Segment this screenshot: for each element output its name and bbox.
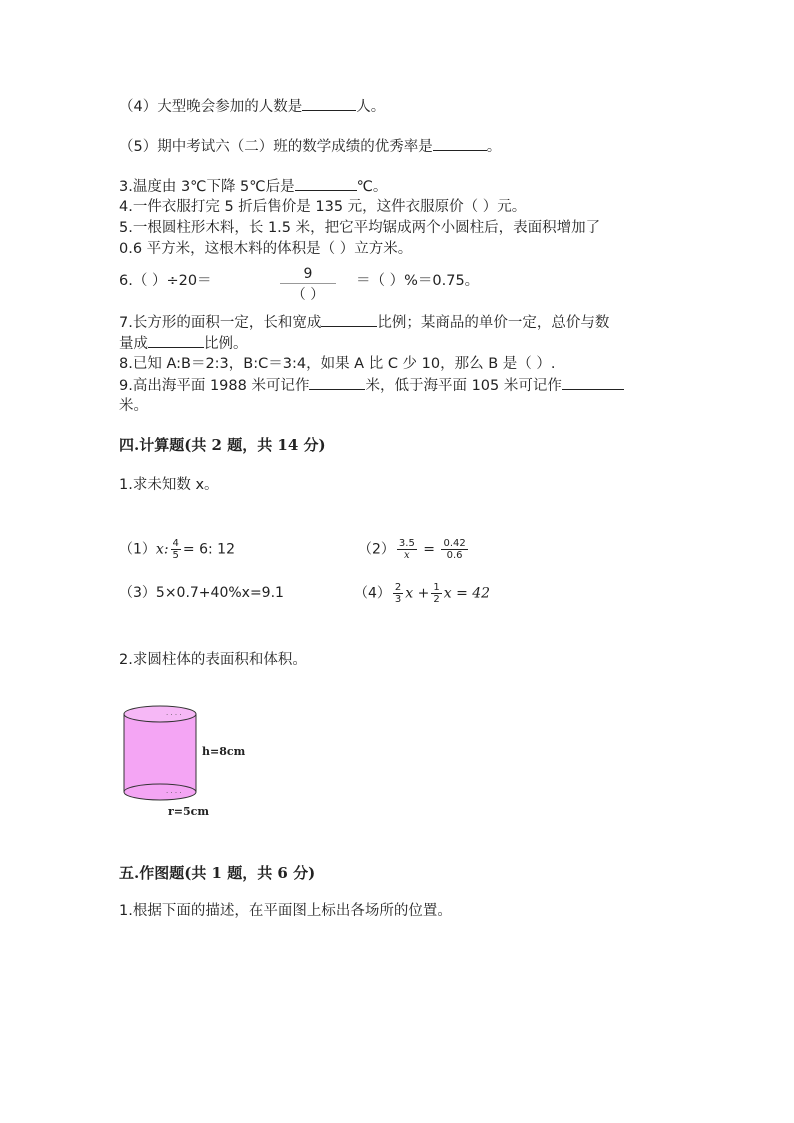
calc-q2-title: 2.求圆柱体的表面积和体积。: [119, 652, 307, 668]
item7-line2: [119, 333, 248, 354]
eq1-label: （1）: [119, 541, 156, 558]
eq4-label: （4）: [354, 585, 391, 602]
eq2-right-fraction: [441, 538, 467, 561]
q4-line: [119, 96, 385, 117]
item9-line2: 米。: [119, 398, 148, 414]
q5-line: [119, 136, 501, 157]
eq2-rden: 0.6: [446, 550, 463, 561]
eq4-fraction-2: [431, 582, 441, 605]
section4-heading: 四.计算题(共 2 题，共 14 分): [119, 436, 326, 454]
item7-text-b: 比例；某商品的单价一定，总价与数: [377, 315, 610, 331]
item6-part2: ＝（ ）%＝0.75。: [356, 273, 480, 289]
item3-suffix: ℃。: [356, 179, 388, 195]
equation-3: （3）5×0.7+40%x=9.1: [119, 585, 284, 601]
cylinder-bottom-dots: · · · ·: [166, 789, 182, 797]
eq4-den1: 3: [394, 594, 402, 605]
item6-fraction: [280, 266, 336, 304]
q4-text: （4）大型晚会参加的人数是: [119, 99, 303, 115]
eq1-frac-num: 4: [172, 538, 179, 549]
item9-blank2[interactable]: [562, 375, 624, 390]
item6-part1: 6.（ ）÷20＝: [119, 273, 212, 289]
item9-text-b: 米，低于海平面 105 米可记作: [365, 378, 562, 394]
eq4-mid: x +: [405, 585, 430, 602]
eq4-end: x = 42: [443, 585, 491, 602]
item3-blank[interactable]: [295, 176, 357, 191]
item5-line1: 5.一根圆柱形木料，长 1.5 米，把它平均锯成两个小圆柱后，表面积增加了: [119, 220, 601, 236]
cylinder-figure: [118, 702, 258, 824]
item6-frac-denominator: （ ）: [291, 287, 325, 303]
eq1-frac-den: 5: [172, 550, 179, 561]
eq1-fraction: [171, 538, 181, 561]
item7-text-c: 量成: [119, 336, 148, 352]
eq1-lhs: x:: [155, 541, 169, 558]
item7-blank2[interactable]: [148, 333, 204, 348]
eq4-num1: 2: [394, 582, 402, 593]
item5-line2: 0.6 平方米，这根木料的体积是（ ）立方米。: [119, 241, 413, 257]
item7-text-d: 比例。: [204, 336, 248, 352]
item3-line: [119, 176, 387, 197]
item8-line: 8.已知 A:B＝2:3，B:C＝3:4，如果 A 比 C 少 10，那么 B 是（ ）.: [119, 356, 556, 372]
calc-q1-title: 1.求未知数 x。: [119, 477, 219, 493]
eq2-lden: x: [404, 550, 410, 561]
eq2-equals: =: [423, 541, 436, 558]
q5-blank[interactable]: [433, 136, 487, 151]
cylinder-radius-label: r=5cm: [168, 805, 210, 818]
equation-1: [119, 538, 235, 561]
draw-q1-title: 1.根据下面的描述，在平面图上标出各场所的位置。: [119, 903, 452, 919]
item7-line1: [119, 312, 609, 333]
cylinder-top-dots: · · · ·: [166, 711, 182, 719]
item3-text: 3.温度由 3℃下降 5℃后是: [119, 179, 295, 195]
cylinder-body: [124, 714, 196, 792]
eq2-left-fraction: [397, 538, 417, 561]
eq2-label: （2）: [358, 541, 395, 558]
item9-text-a: 9.高出海平面 1988 米可记作: [119, 378, 310, 394]
item7-blank1[interactable]: [321, 312, 377, 327]
q5-text: （5）期中考试六（二）班的数学成绩的优秀率是: [119, 139, 433, 155]
item4-line: 4.一件衣服打完 5 折后售价是 135 元，这件衣服原价（ ）元。: [119, 199, 527, 215]
item9-blank1[interactable]: [309, 375, 365, 390]
q4-suffix: 人。: [356, 99, 386, 115]
eq2-lnum: 3.5: [398, 538, 415, 549]
cylinder-height-label: h=8cm: [202, 745, 246, 758]
cylinder-top: [124, 706, 196, 722]
equation-4: [354, 582, 490, 605]
section5-heading: 五.作图题(共 1 题，共 6 分): [119, 864, 316, 882]
item9-line1: [119, 375, 624, 396]
eq1-rhs: = 6: 12: [182, 541, 235, 558]
cylinder-bottom: [124, 784, 196, 800]
q4-blank[interactable]: [302, 96, 356, 111]
eq4-den2: 2: [433, 594, 440, 605]
equation-2: [358, 538, 470, 561]
eq4-fraction-1: [393, 582, 403, 605]
item7-text-a: 7.长方形的面积一定，长和宽成: [119, 315, 322, 331]
eq2-rnum: 0.42: [443, 538, 466, 549]
q5-suffix: 。: [486, 139, 502, 155]
item6-frac-numerator: 9: [280, 266, 336, 284]
eq4-num2: 1: [433, 582, 440, 593]
